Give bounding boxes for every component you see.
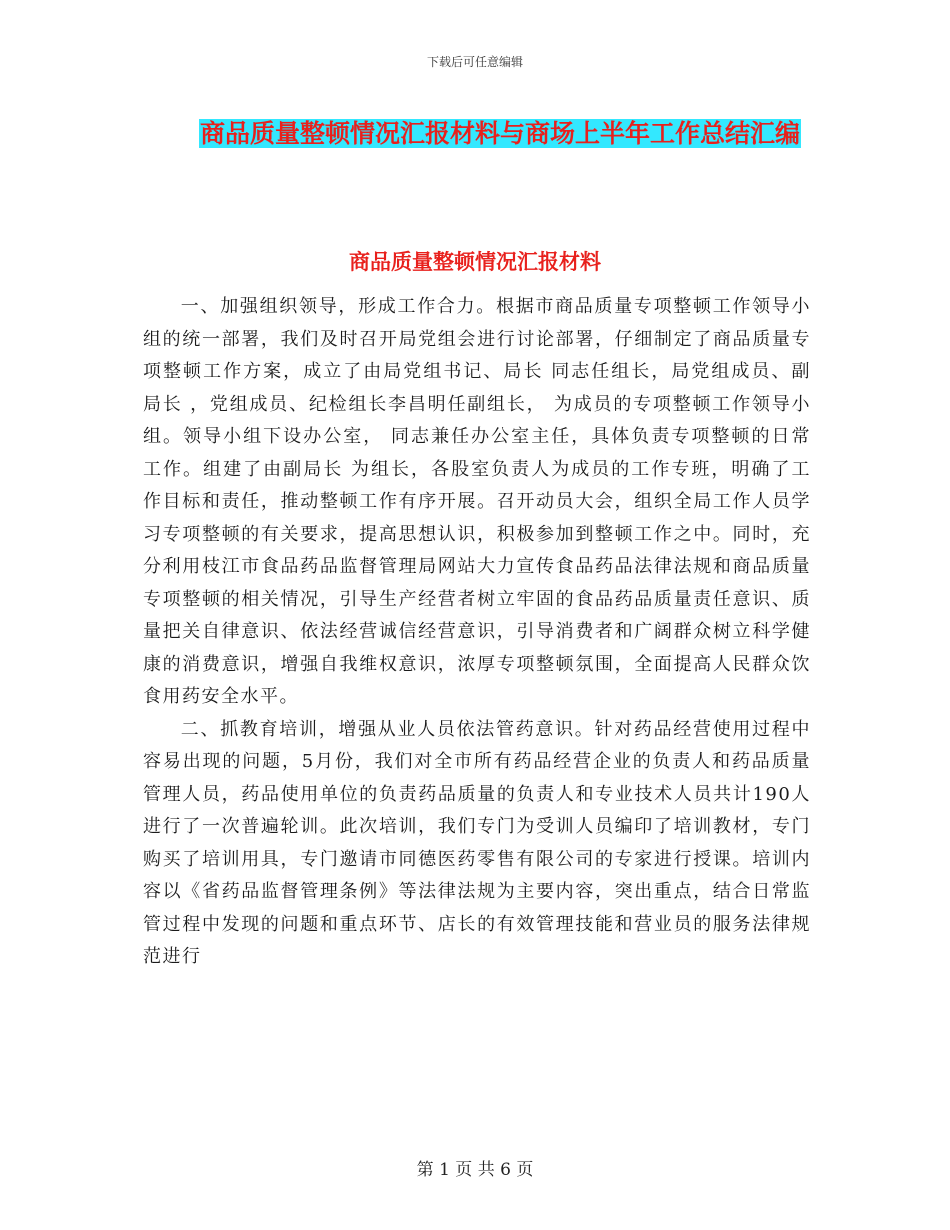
- document-title-text: 商品质量整顿情况汇报材料与商场上半年工作总结汇编: [199, 119, 800, 148]
- page-number: 第 1 页 共 6 页: [416, 1160, 534, 1180]
- document-body: [143, 291, 811, 974]
- paragraph: 二、抓教育培训，增强从业人员依法管药意识。针对药品经营使用过程中容易出现的问题，5月份，我们对全市所有药品经营企业的负责人和药品质量管理人员，药品使用单位的负责药品质量的负责人和专业技术人员共计190人进行了一次普遍轮训。此次培训，我们专门为受训人员编印了培训教材，专门购买了培训用具，专门邀请市同德医药零售有限公司的专家进行授课。培训内容以《省药品监督管理条例》等法律法规为主要内容，突出重点，结合日常监管过程中发现的问题和重点环节、店长的有效管理技能和营业员的服务法律规范进行: [143, 718, 811, 967]
- section-title: 商品质量整顿情况汇报材料: [349, 249, 601, 274]
- document-title: [140, 112, 860, 156]
- paragraph: 一、加强组织领导，形成工作合力。根据市商品质量专项整顿工作领导小组的统一部署，我们及时召开局党组会进行讨论部署，仔细制定了商品质量专项整顿工作方案，成立了由局党组书记、局长 同志任组长，局党组成员、副局长 ，党组成员、纪检组长李昌明任副组长， 为成员的专项整顿工作领导小组。领导小组下设办公室， 同志兼任办公室主任，具体负责专项整顿的日常工作。组建了由副局长 为组长，各股室负责人为成员的工作专班，明确了工作目标和责任，推动整顿工作有序开展。召开动员大会，组织全局工作人员学习专项整顿的有关要求，提高思想认识，积极参加到整顿工作之中。同时，充分利用枝江市食品药品监督管理局网站大力宣传食品药品法律法规和商品质量专项整顿的相关情况，引导生产经营者树立牢固的食品药品质量责任意识、质量把关自律意识、依法经营诚信经营意识，引导消费者和广阔群众树立科学健康的消费意识，增强自我维权意识，浓厚专项整顿氛围，全面提高人民群众饮食用药安全水平。: [143, 296, 811, 707]
- page-header-note: 下载后可任意编辑: [426, 55, 523, 69]
